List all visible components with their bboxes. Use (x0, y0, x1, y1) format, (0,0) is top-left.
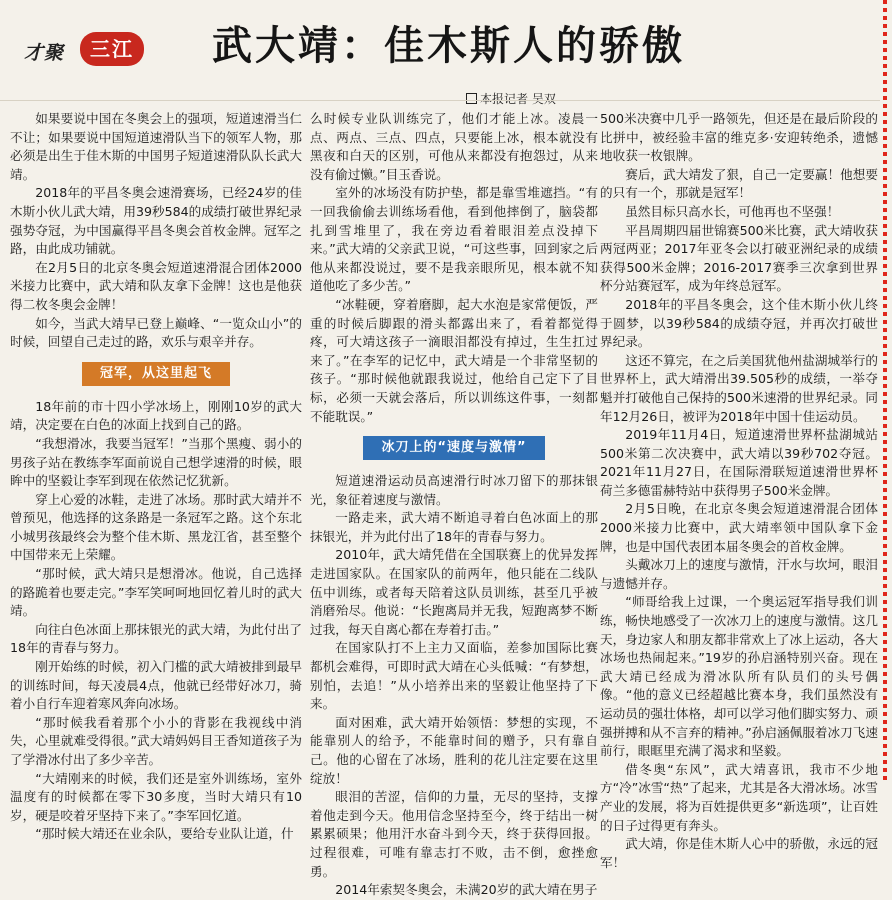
paragraph: 眼泪的苦涩，信仰的力量，无尽的坚持，支撑着他走到今天。他用信念坚持至今，终于结出一树累累硕果；他用汗水奋斗到今天，终于获得回报。过程很难，可唯有靠志打不败，击不倒，愈挫愈勇。 (310, 789, 598, 879)
article-headline: 武大靖：佳木斯人的骄傲 (212, 23, 685, 69)
text-column-3 (600, 110, 878, 870)
byline-text: 本报记者 吴双 (480, 92, 556, 106)
paragraph: “那时候大靖还在业余队，要给专业队让道，什 (35, 826, 294, 842)
paragraph: 短道速滑运动员高速滑行时冰刀留下的那抹银光，象征着速度与激情。 (310, 473, 598, 507)
paragraph: “大靖刚来的时候，我们还是室外训练场，室外温度有的时候都在零下30多度，当时大靖只有10岁，硬是咬着牙坚持下来了。”李军回忆道。 (10, 770, 302, 823)
paragraph: 向往白色冰面上那抹银光的武大靖，为此付出了18年的青春与努力。 (10, 621, 302, 656)
paragraph: 刚开始练的时候，初入门槛的武大靖被排到最早的训练时间，每天凌晨4点，他就已经带好冰刀，骑着小自行车迎着寒风奔向冰场。 (10, 659, 302, 712)
paragraph: 如今，当武大靖早已登上巅峰、“一览众山小”的时候，回望自己走过的路，欢乐与艰辛并存。 (10, 315, 302, 350)
paragraph: 2月5日晚，在北京冬奥会短道速滑混合团体2000米接力比赛中，武大靖率领中国队拿下金牌，也是中国代表团本届冬奥会的首枚金牌。 (600, 501, 878, 554)
paragraph: 2019年11月4日，短道速滑世界杯盐湖城站500米第二次决赛中，武大靖以39秒702夺冠。2021年11月27日，在国际滑联短道速滑世界杯荷兰多德雷赫特站中获得男子500米金牌。 (600, 427, 878, 498)
paragraph: 一路走来，武大靖不断追寻着白色冰面上的那抹银光，并为此付出了18年的青春与努力。 (310, 510, 598, 544)
paragraph: 2018年的平昌冬奥会，这个佳木斯小伙儿终于圆梦，以39秒584的成绩夺冠，并再次打破世界纪录。 (600, 296, 878, 350)
paragraph: 借冬奥“东风”，武大靖喜讯，我市不少地方“冷”冰雪“热”了起来，尤其是各大滑冰场。冰雪产业的发展，将为百姓提供更多“新选项”，让百姓的日子过得更有奔头。 (600, 761, 878, 833)
paragraph: “师哥给我上过课，一个奥运冠军指导我们训练，畅快地感受了一次冰刀上的速度与激情。这几天，身边家人和朋友都非常欢上了冰上运动，各大冰场也热闹起来。”19岁的孙启涵特别兴奋。现在武大靖已经成为滑冰队所有队员们的头号偶像。“他的意义已经超越比赛本身，我们虽然没有运动员的强壮体格，却可以学习他们脚实努力、顽强拼搏和从不言弃的精神。”孙启涵佩服着冰刀飞速前行，眼眶里充满了渴求和坚毅。 (600, 594, 878, 759)
paragraph: 18年前的市十四小学冰场上，刚刚10岁的武大靖，决定要在白色的冰面上找到自己的路。 (10, 398, 302, 433)
paragraph: 如果要说中国在冬奥会上的强项，短道速滑当仁不让；如果要说中国短道速滑队当下的领军人物，那必须是出生于佳木斯的中国男子短道速滑队队长武大靖。 (10, 111, 302, 182)
paragraph: 这还不算完，在之后美国犹他州盐湖城举行的世界杯上，武大靖滑出39.505秒的成绩，一举夺魁并打破他自己保持的500米速滑的世界纪录。同年12月26日，被评为2018年中国十佳运动员。 (600, 352, 878, 424)
paragraph: 武大靖，你是佳木斯人心中的骄傲，永远的冠军！ (600, 836, 878, 870)
section-heading-1 (10, 362, 302, 386)
text-column-1 (10, 110, 302, 842)
paragraph: 500米决赛中几乎一路领先，但还是在最后阶段的比拼中，被经验丰富的维克多·安迎转绝杀，遗憾地收获一枚银牌。 (600, 111, 878, 164)
paragraph: 室外的冰场没有防护垫，都是靠雪堆遮挡。“有一回我偷偷去训练场看他，看到他摔倒了，脑袋都扎到雪堆里了，我在旁边看着眼泪差点没掉下来。”武大靖的父亲武卫说，“可这些事，回到家之后他从来都没说过，要不是我亲眼所见，根本就不知道他吃了多少苦。” (310, 185, 598, 294)
paragraph: 平昌周期四届世锦赛500米比赛，武大靖收获两冠两亚；2017年亚冬会以打破亚洲纪录的成绩获得500米金牌；2016-2017赛季三次拿到世界杯分站赛冠军，成为年终总冠军。 (600, 222, 878, 294)
header-divider (0, 100, 880, 101)
paragraph: “那时候，武大靖只是想滑冰。他说，自己选择的路跪着也要走完。”李军笑呵呵地回忆着儿时的武大靖。 (10, 566, 302, 619)
paragraph: 穿上心爱的冰鞋，走进了冰场。那时武大靖并不曾预见，他选择的这条路是一条冠军之路。这个东北小城男孩最终会为整个佳木斯、黑龙江省，甚至整个中国带来无上荣耀。 (10, 491, 302, 563)
col2-intro (310, 110, 598, 426)
paragraph: “我想滑冰，我要当冠军！”当那个黑瘦、弱小的男孩子站在教练李军面前说自己想学速滑的时候，眼眸中的坚毅让李军到现在依然记忆犹新。 (10, 435, 302, 489)
col1-body (10, 398, 302, 844)
paragraph: 2010年，武大靖凭借在全国联赛上的优异发挥走进国家队。在国家队的前两年，他只能在二线队伍中训练，或者每天陪着这队员训练，甚至几乎被消磨殆尽。他说：“长跑离局并无我，短跑离梦不断过我，每天自离心都在寿着打击。” (310, 547, 598, 637)
column-logo (20, 32, 150, 72)
page-edge-dashes (883, 0, 887, 781)
paragraph: 2018年的平昌冬奥会速滑赛场，已经24岁的佳木斯小伙儿武大靖，用39秒584的成绩打破世界纪录强势夺冠，为中国赢得平昌冬奥会首枚金牌。冠军之路，由此成功铺就。 (10, 185, 302, 257)
paragraph: 赛后，武大靖发了狠，自己一定要赢！他想要的只有一个，那就是冠军！ (600, 166, 878, 201)
section-heading-text: 冰刀上的“速度与激情” (363, 436, 544, 460)
masthead (6, 8, 886, 106)
section-heading-2 (310, 436, 598, 460)
col2-body (310, 472, 598, 900)
paragraph: 面对困难，武大靖开始领悟：梦想的实现，不能靠别人的给予，不能靠时间的赠予，只有靠自己。他的心留在了冰场，胜利的花儿注定要在这里绽放！ (310, 714, 598, 786)
paragraph: 么时候专业队训练完了，他们才能上冰。凌晨一点、两点、三点、四点，只要能上冰，根本就没有黑夜和白天的区别，可他从来都没有抱怨过，从来没有偷过懒。”目玉香说。 (310, 111, 598, 182)
paragraph: “冰鞋硬，穿着磨脚，起大水泡是家常便饭，严重的时候后脚跟的滑头都露出来了，看着都觉得疼，可大靖这孩子一滴眼泪都没有掉过，生生扛过来了。”在李军的记忆中，武大靖是一个非常坚韧的孩子。“那时候他就跟我说过，他给自己定下了目标，必须一天就会落后，所以训练这件事，一刻都不能耽误。” (310, 296, 598, 424)
section-heading-text: 冠军，从这里起飞 (82, 362, 230, 386)
paragraph: “那时候我看着那个小小的背影在我视线中消失，心里就难受得很。”武大靖妈妈目王香知道孩子为了学滑冰付出了多少辛苦。 (10, 714, 302, 767)
article-byline (466, 90, 556, 107)
paragraph: 在2月5日的北京冬奥会短道速滑混合团体2000米接力比赛中，武大靖和队友拿下金牌！这也是他获得二枚冬奥会金牌！ (10, 259, 302, 312)
column-logo-text: 才聚 (24, 42, 65, 64)
paragraph: 头戴冰刀上的速度与激情，汗水与坎坷，眼泪与遗憾并存。 (600, 557, 878, 591)
text-column-2 (310, 110, 598, 898)
paragraph: 虽然目标只高水长，可他再也不坚强！ (625, 203, 840, 219)
paragraph: 在国家队打不上主力又面临，差参加国际比赛都机会难得，可即时武大靖在心头低喊：“有梦想，别怕，去追！”从小培养出来的坚毅让他坚持了下来。 (310, 640, 598, 712)
col1-intro (10, 110, 302, 352)
paragraph: 2014年索契冬奥会，未满20岁的武大靖在男子 (335, 882, 598, 898)
column-logo-badge: 三江 (80, 32, 144, 66)
byline-box-icon (466, 93, 477, 104)
